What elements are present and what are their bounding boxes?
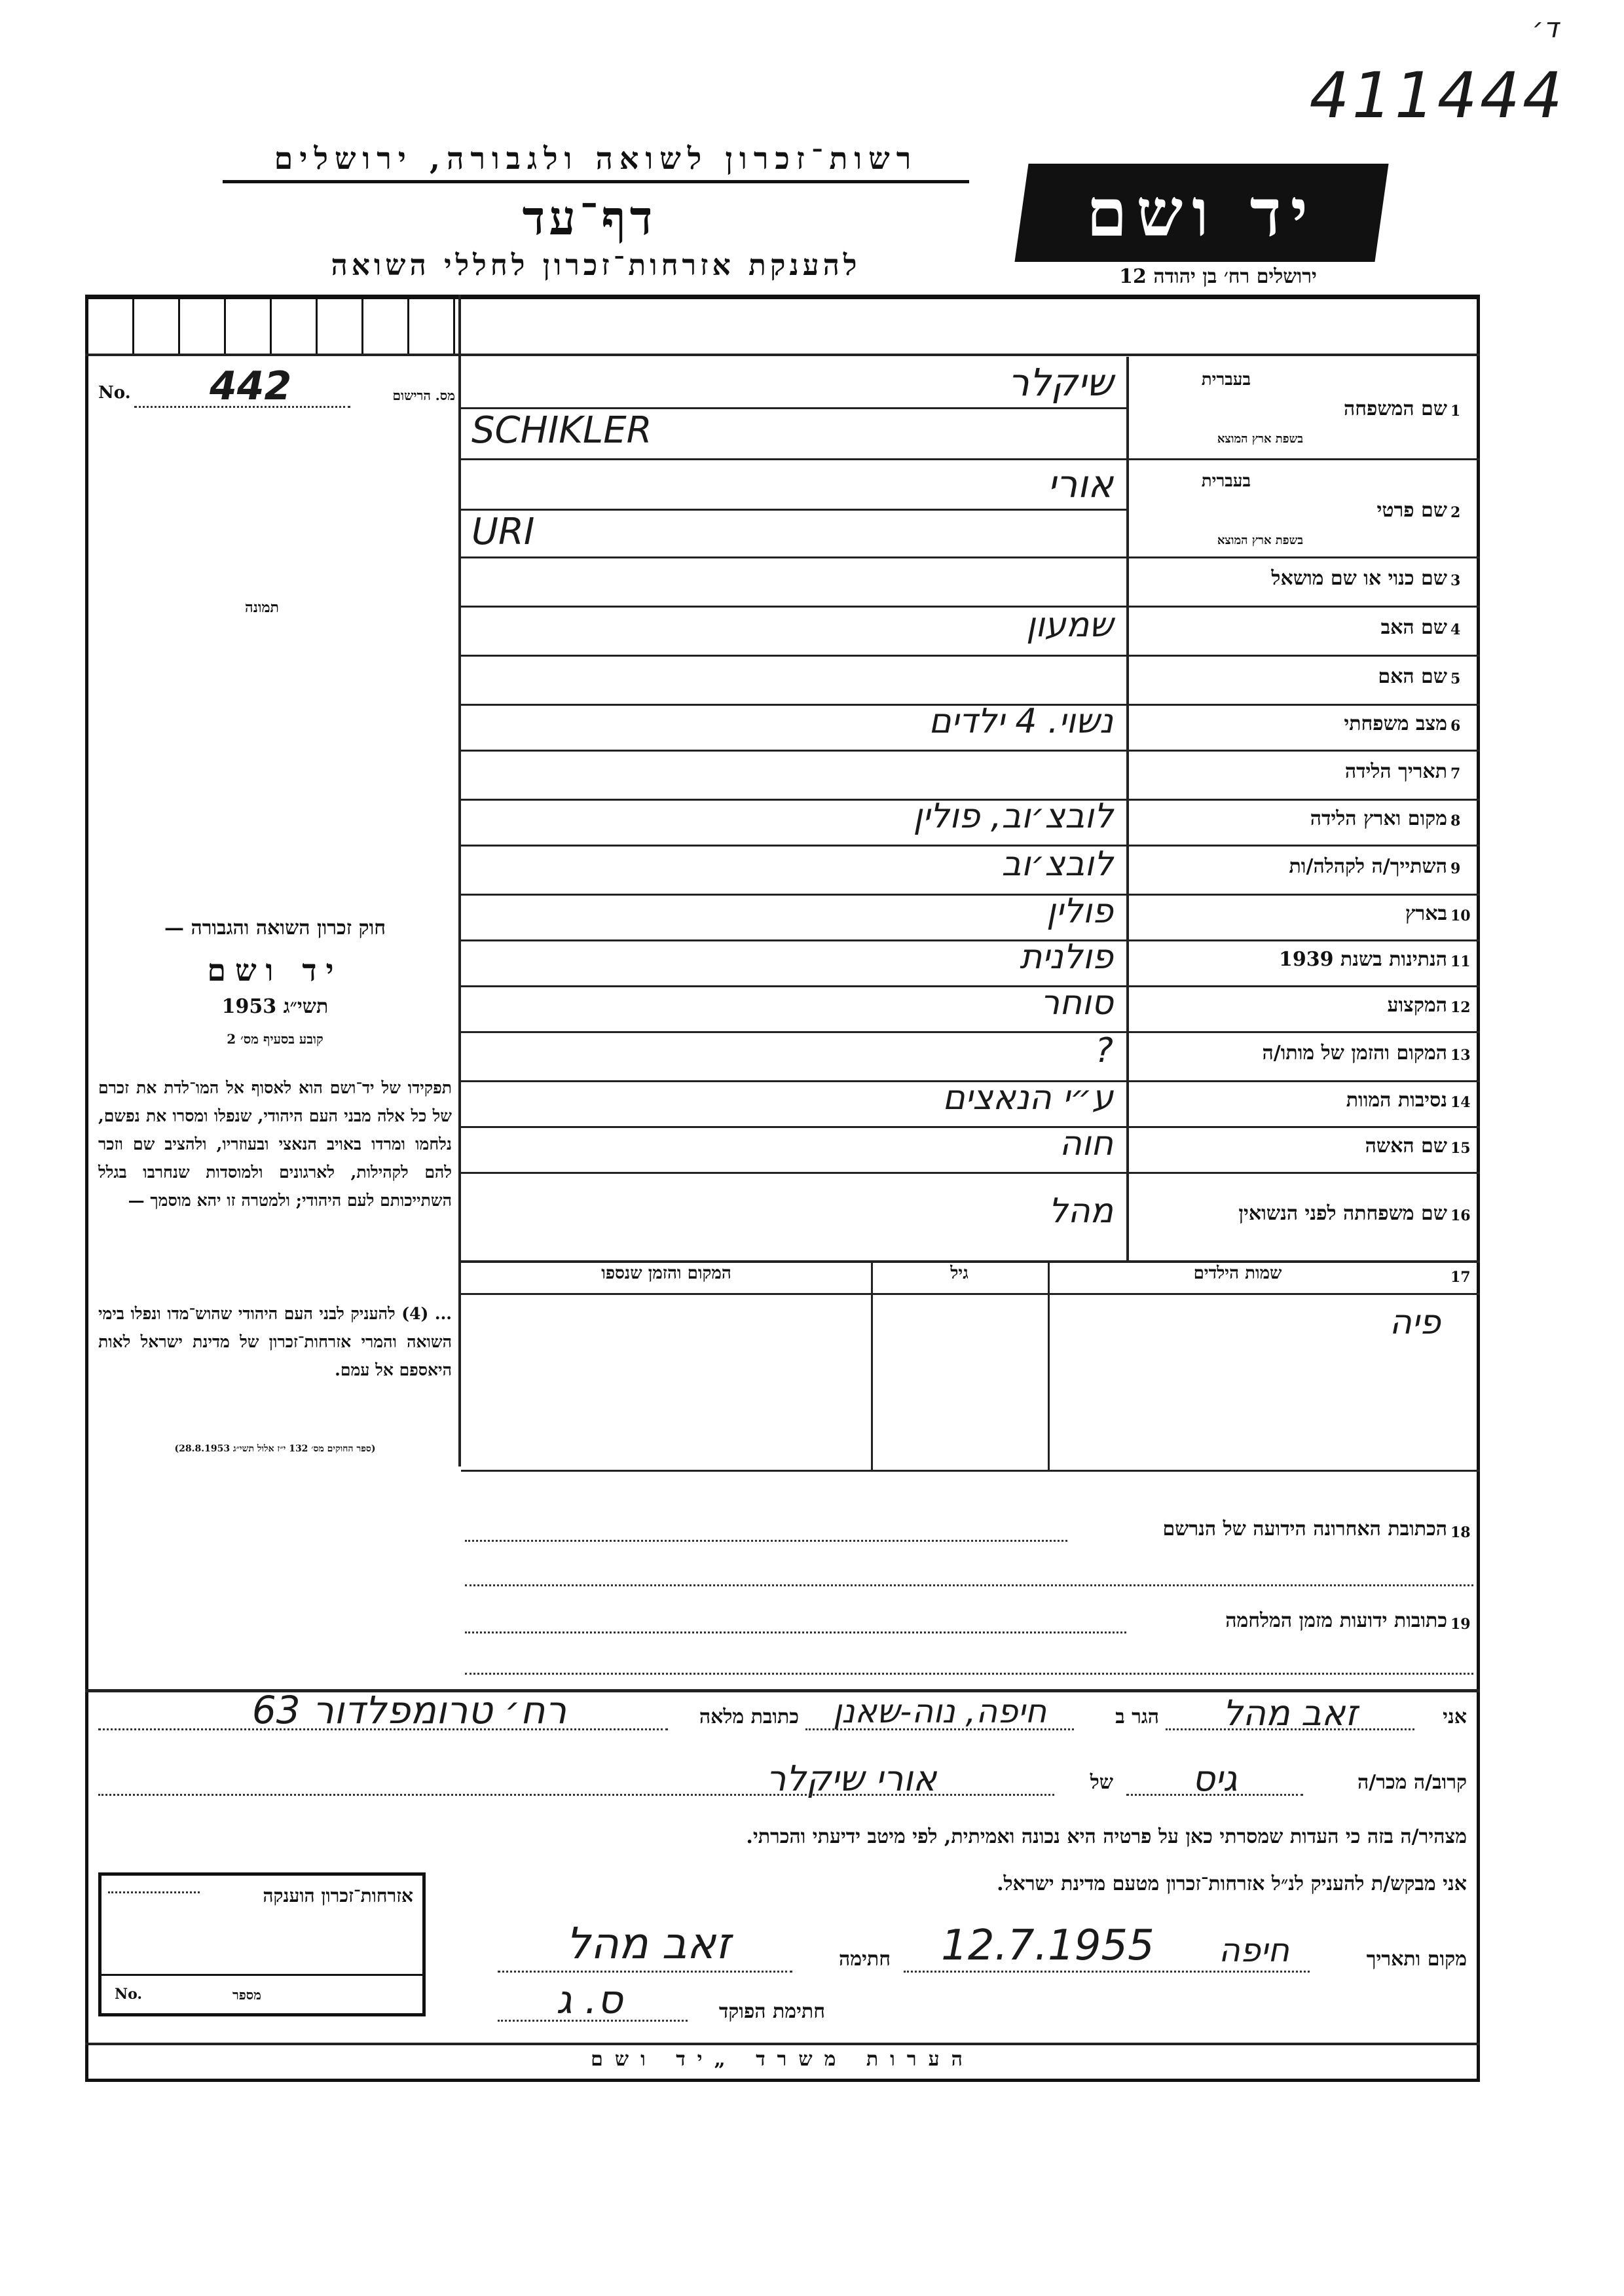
- field-2-sub-local: בשפת ארץ המוצא: [1217, 534, 1303, 547]
- field-2-num: 2: [1450, 504, 1461, 521]
- field-5-num: 5: [1450, 670, 1461, 687]
- children-col-names: שמות הילדים: [1193, 1264, 1282, 1283]
- field-1-label: שם המשפחה: [1343, 397, 1447, 420]
- reg-label: מס. הרישום: [392, 388, 455, 403]
- field-8-label: מקום וארץ הלידה: [1310, 807, 1447, 830]
- field-4-num: 4: [1450, 621, 1461, 638]
- field-10-label: בארץ: [1405, 902, 1447, 925]
- field-13-num: 13: [1450, 1046, 1471, 1064]
- field-8-value: לובצ׳וב, פולין: [913, 797, 1113, 836]
- field-9-value: לובצ׳וב: [1001, 844, 1113, 884]
- field-11-label: הנתינות בשנת 1939: [1278, 948, 1447, 971]
- granted-box-title: אזרחות־זכרון הוענקה: [263, 1885, 413, 1906]
- decl-of-value: אורי שיקלר: [766, 1758, 937, 1799]
- field-15-value: חוה: [1059, 1124, 1113, 1163]
- field-6-value: נשוי. 4 ילדים: [929, 702, 1113, 741]
- decl-ani-value: זאב מהל: [1223, 1692, 1357, 1734]
- field-12-num: 12: [1450, 999, 1471, 1016]
- yad-vashem-logo: [1014, 164, 1388, 262]
- field-1-value-hebrew: שיקלר: [1008, 360, 1113, 405]
- field-2-value-local: URI: [471, 511, 535, 553]
- field-5-label: שם האם: [1378, 665, 1447, 688]
- field-14-num: 14: [1450, 1094, 1471, 1111]
- reg-no-label: No.: [98, 383, 131, 403]
- field-2-label: שם פרטי: [1376, 499, 1447, 522]
- field-9-num: 9: [1450, 860, 1461, 877]
- field-3-num: 3: [1450, 572, 1461, 589]
- field-6-label: מצב משפחתי: [1344, 712, 1447, 735]
- field-10-num: 10: [1450, 907, 1471, 924]
- field-19-label: כתובות ידועות מזמן המלחמה: [1225, 1609, 1447, 1632]
- granted-box-num: מספר: [232, 1987, 261, 2003]
- law-text-1: תפקידו של יד־ושם הוא לאסוף אל המו־לדת את זכרם של כל אלה מבני העם היהודי, שנפלו ומסרו את נפשם, נלחמו ומרדו באויב הנאצי ובעוזריו, ולהציב שם וזכר להם לקהילות, לארגונים ולמוסדות שנחרבו בגלל השתייכותם לעם היהודי; ולמטרה זו יהא מוסמך —: [98, 1078, 452, 1210]
- children-col-place: המקום והזמן שנספו: [601, 1264, 731, 1283]
- decl-address-label: כתובת מלאה: [699, 1705, 799, 1728]
- field-17-num: 17: [1450, 1269, 1471, 1286]
- header-address: ירושלים רח׳ בן יהודה 12: [1119, 265, 1317, 288]
- field-14-label: נסיבות המוות: [1346, 1089, 1447, 1112]
- field-15-num: 15: [1450, 1140, 1471, 1157]
- field-4-label: שם האב: [1380, 615, 1447, 639]
- decl-date-value: 12.7.1955: [941, 1922, 1154, 1970]
- law-clause: קובע בסעיף מס׳ 2: [227, 1031, 323, 1047]
- field-15-label: שם האשה: [1365, 1135, 1447, 1157]
- field-18-num: 18: [1450, 1524, 1471, 1541]
- law-text-2: ... (4) להעניק לבני העם היהודי שהוש־מדו ונפלו בימי השואה והמרי אזרחות־זכרון של מדינת ישראל לאות היאספם אל עמם.: [98, 1304, 452, 1379]
- reg-number: 442: [210, 363, 292, 409]
- decl-request: אני מבקש/ת להעניק לנ״ל אזרחות־זכרון מטעם מדינת ישראל.: [997, 1872, 1467, 1895]
- page-number: 411444: [1309, 59, 1565, 132]
- decl-resides-value: חיפה, נוה-שאנן: [832, 1692, 1047, 1730]
- field-14-value: ע״י הנאצים: [942, 1078, 1113, 1118]
- footer-notes: הערות משרד „יד ושם: [591, 2048, 974, 2071]
- field-18-label: הכתובת האחרונה הידועה של הנרשם: [1162, 1518, 1447, 1540]
- decl-resides-label: הגר ב: [1115, 1705, 1159, 1728]
- field-12-value: סוחר: [1040, 983, 1113, 1023]
- field-3-label: שם כנוי או שם מושאל: [1271, 566, 1447, 590]
- field-16-label: שם משפחתה לפני הנשואין: [1238, 1201, 1447, 1225]
- law-name: יד ושם: [207, 953, 343, 988]
- field-13-value: ?: [1095, 1030, 1113, 1070]
- decl-place-value: חיפה: [1219, 1931, 1289, 1969]
- field-10-value: פולין: [1046, 892, 1113, 931]
- field-16-num: 16: [1450, 1207, 1471, 1224]
- decl-place-date-label: מקום ותאריך: [1366, 1948, 1467, 1971]
- field-1-sub-local: בשפת ארץ המוצא: [1217, 432, 1303, 446]
- decl-ani-label: אני: [1443, 1705, 1467, 1728]
- code-boxes: [88, 298, 455, 354]
- decl-of-label: של: [1090, 1771, 1113, 1794]
- field-2-sub-hebrew: בעברית: [1201, 471, 1251, 491]
- field-16-value: מהל: [1048, 1191, 1113, 1231]
- header-authority: רשות־זכרון לשואה ולגבורה, ירושלים: [223, 141, 969, 183]
- field-1-value-local: SCHIKLER: [471, 409, 652, 452]
- field-19-num: 19: [1450, 1616, 1471, 1633]
- field-7-num: 7: [1450, 765, 1461, 782]
- field-4-value: שמעון: [1025, 605, 1113, 645]
- law-year: תשי״ג 1953: [221, 995, 329, 1018]
- field-1-num: 1: [1450, 403, 1461, 420]
- header-title: דף־עד: [522, 190, 657, 246]
- decl-officer-value: ס. ג: [556, 1977, 623, 2023]
- child-name-1: פיה: [1389, 1303, 1441, 1342]
- decl-signature-label: חתימה: [839, 1948, 891, 1971]
- decl-signature-value: זאב מהל: [566, 1918, 731, 1969]
- granted-box-no: No.: [115, 1986, 143, 2003]
- decl-statement: מצהיר/ה בזה כי העדות שמסרתי כאן על פרטיה היא נכונה ואמיתית, לפי מיטב ידיעתי והכרתי.: [746, 1825, 1467, 1848]
- decl-officer-label: חתימת הפוקד: [718, 2000, 825, 2023]
- children-col-age: גיל: [950, 1264, 969, 1283]
- corner-mark: ד׳: [1532, 12, 1559, 44]
- field-6-num: 6: [1450, 718, 1461, 735]
- photo-label: תמונה: [245, 599, 279, 616]
- decl-relative-value: גיס: [1192, 1758, 1238, 1799]
- law-source: (ספר החוקים מס׳ 132 י״ז אלול תשי״ג 28.8.1953): [174, 1444, 376, 1454]
- decl-address-value: רח׳ טרומפלדור 63: [251, 1688, 567, 1732]
- field-11-num: 11: [1450, 953, 1471, 970]
- field-8-num: 8: [1450, 812, 1461, 829]
- field-1-sub-hebrew: בעברית: [1201, 370, 1251, 390]
- field-13-label: המקום והזמן של מותו/ה: [1262, 1041, 1447, 1065]
- field-11-value: פולנית: [1020, 938, 1113, 977]
- field-7-label: תאריך הלידה: [1344, 759, 1447, 783]
- granted-box: [98, 1872, 426, 2016]
- field-2-value-hebrew: אורי: [1047, 462, 1113, 506]
- field-9-label: השתייך/ה לקהלה/ות: [1289, 854, 1447, 878]
- logo-text: יד ושם: [1086, 174, 1317, 251]
- law-heading: חוק זכרון השואה והגבורה —: [164, 917, 386, 939]
- decl-relative-label: קרוב/ה מכר/ה: [1357, 1771, 1467, 1794]
- header-subtitle: להענקת אזרחות־זכרון לחללי השואה: [331, 249, 861, 282]
- field-12-label: המקצוע: [1387, 994, 1447, 1017]
